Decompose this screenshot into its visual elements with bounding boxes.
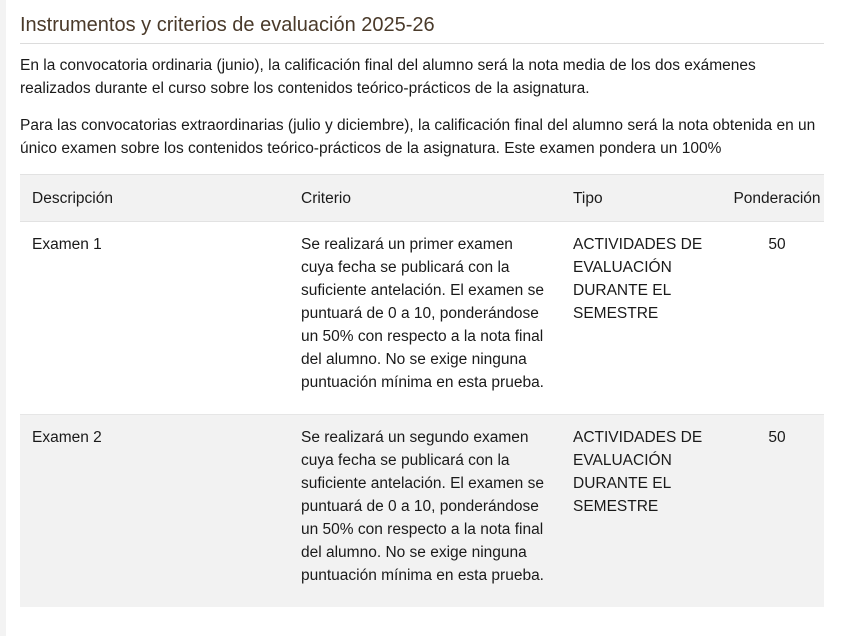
header-ponderacion: Ponderación [730,175,824,222]
evaluation-table [20,174,824,607]
header-criterio: Criterio [277,175,561,222]
page-left-border [0,0,6,636]
table-body [20,222,824,608]
section-title: Instrumentos y criterios de evaluación 2025-26 [20,0,824,44]
header-descripcion: Descripción [20,175,277,222]
evaluation-section [20,0,824,607]
table-header [20,175,824,222]
table-row [20,222,824,415]
cell-ponderacion: 50 [730,415,824,608]
cell-ponderacion: 50 [730,222,824,415]
cell-tipo: ACTIVIDADES DE EVALUACIÓN DURANTE EL SEMESTRE [561,415,730,608]
header-row [20,175,824,222]
cell-criterio: Se realizará un primer examen cuya fecha se publicará con la suficiente antelación. El examen se puntuará de 0 a 10, ponderándose un 50% con respecto a la nota final del alumno. No se exige ninguna puntuación mínima en esta prueba. [277,222,561,415]
table-row [20,415,824,608]
cell-descripcion: Examen 2 [20,415,277,608]
cell-descripcion: Examen 1 [20,222,277,415]
ordinary-call-paragraph: En la convocatoria ordinaria (junio), la calificación final del alumno será la nota media de los dos exámenes realizados durante el curso sobre los contenidos teórico-prácticos de la asignatura. [20,57,756,97]
cell-tipo: ACTIVIDADES DE EVALUACIÓN DURANTE EL SEMESTRE [561,222,730,415]
cell-criterio: Se realizará un segundo examen cuya fecha se publicará con la suficiente antelación. El examen se puntuará de 0 a 10, ponderándose un 50% con respecto a la nota final del alumno. No se exige ninguna puntuación mínima en esta prueba. [277,415,561,608]
extraordinary-call-paragraph: Para las convocatorias extraordinarias (julio y diciembre), la calificación final del alumno será la nota obtenida en un único examen sobre los contenidos teórico-prácticos de la asignatura. Este examen pondera un 100% [20,117,816,157]
header-tipo: Tipo [561,175,730,222]
